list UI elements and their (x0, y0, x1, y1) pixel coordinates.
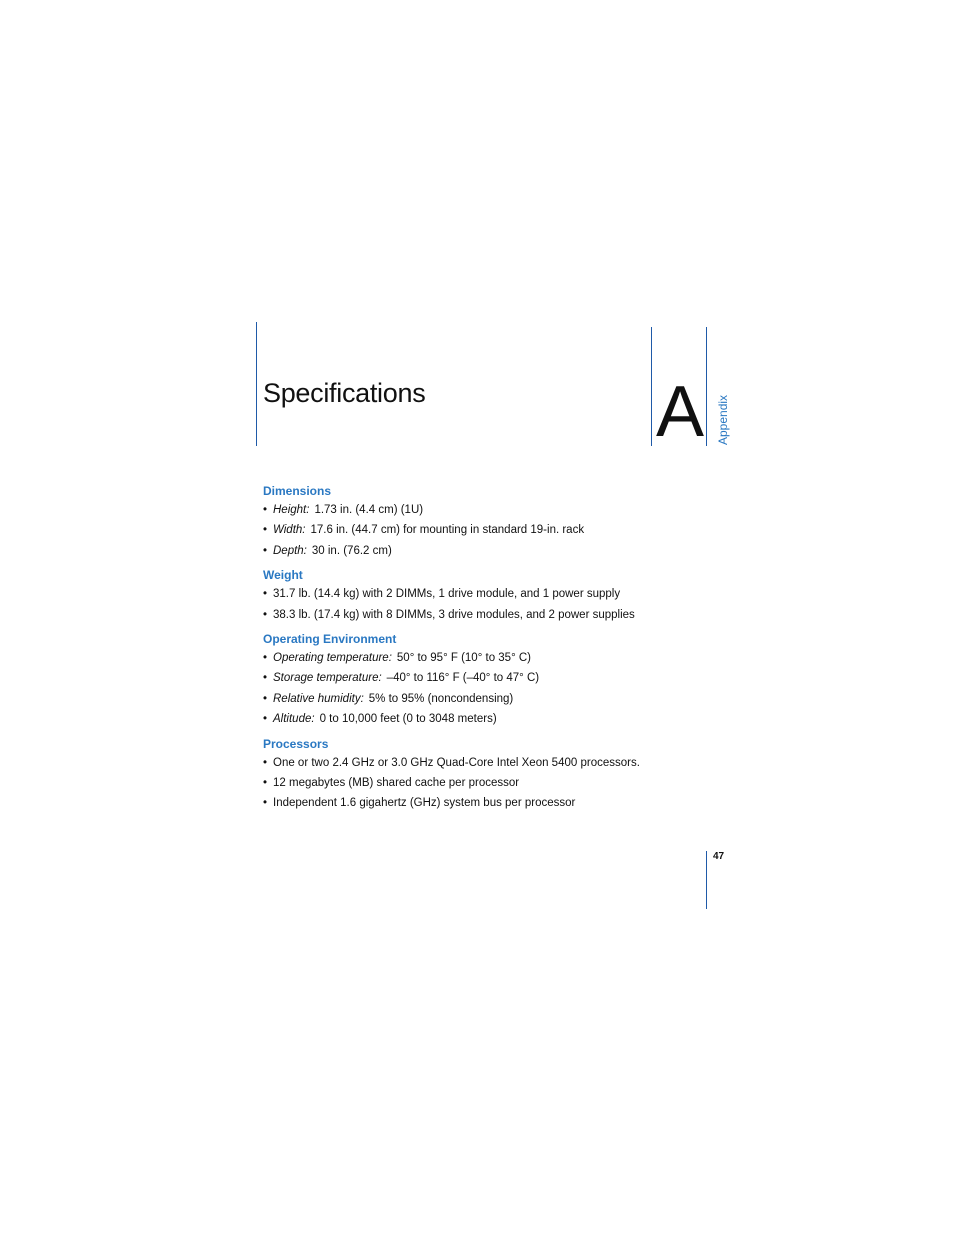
section-heading: Processors (263, 736, 329, 751)
bullet-icon: • (263, 692, 268, 705)
chapter-rule-letter-left (651, 327, 652, 446)
spec-value: 31.7 lb. (14.4 kg) with 2 DIMMs, 1 drive module, and 1 power supply (273, 588, 621, 601)
bullet-icon: • (263, 713, 268, 726)
spec-item (263, 605, 683, 625)
bullet-icon: • (263, 797, 268, 810)
specifications-content (263, 482, 683, 819)
spec-term: Height: (273, 504, 310, 516)
bullet-icon: • (263, 544, 268, 557)
spec-item (263, 648, 683, 668)
spec-item (263, 520, 683, 540)
spec-value: 50° to 95° F (10° to 35° C) (396, 651, 532, 664)
spec-term: Storage temperature: (273, 672, 382, 685)
spec-value: 12 megabytes (MB) shared cache per processor (273, 776, 520, 789)
spec-value: –40° to 116° F (–40° to 47° C) (386, 672, 540, 685)
spec-item (263, 584, 683, 604)
section-heading: Weight (263, 568, 303, 583)
spec-value: 30 in. (76.2 cm) (311, 544, 392, 557)
spec-value: 17.6 in. (44.7 cm) for mounting in standard 19-in. rack (310, 524, 585, 537)
bullet-icon: • (263, 524, 268, 537)
bullet-icon: • (263, 608, 268, 621)
bullet-icon: • (263, 588, 268, 601)
spec-list (263, 584, 683, 625)
spec-value: 5% to 95% (noncondensing) (368, 692, 514, 705)
spec-value: Independent 1.6 gigahertz (GHz) system bus per processor (273, 797, 576, 810)
spec-term: Relative humidity: (273, 692, 364, 705)
spec-item (263, 541, 683, 561)
spec-value: 38.3 lb. (17.4 kg) with 8 DIMMs, 3 drive modules, and 2 power supplies (273, 608, 635, 621)
spec-list (263, 648, 683, 730)
spec-term: Operating temperature: (273, 651, 392, 664)
spec-item (263, 709, 683, 729)
bullet-icon: • (263, 504, 268, 516)
spec-value: One or two 2.4 GHz or 3.0 GHz Quad-Core Intel Xeon 5400 processors. (273, 756, 640, 769)
appendix-letter: A (656, 372, 705, 452)
chapter-rule-letter-right (706, 327, 707, 446)
spec-term: Altitude: (273, 713, 315, 726)
spec-item (263, 500, 683, 520)
spec-item (263, 773, 683, 793)
spec-item (263, 793, 683, 813)
page-number-rule (706, 851, 707, 909)
bullet-icon: • (263, 756, 268, 769)
bullet-icon: • (263, 672, 268, 685)
spec-value: 1.73 in. (4.4 cm) (1U) (314, 504, 424, 516)
spec-item (263, 753, 683, 773)
spec-item (263, 668, 683, 688)
appendix-label: Appendix (716, 394, 730, 445)
section-heading: Dimensions (263, 484, 332, 498)
bullet-icon: • (263, 651, 268, 664)
page-number: 47 (713, 851, 725, 862)
bullet-icon: • (263, 776, 268, 789)
spec-list (263, 500, 683, 561)
spec-term: Depth: (273, 544, 307, 557)
chapter-title: Specifications (263, 378, 426, 408)
chapter-rule-left (256, 322, 257, 446)
section-heading: Operating Environment (263, 631, 397, 646)
spec-list (263, 753, 683, 814)
spec-item (263, 689, 683, 709)
spec-value: 0 to 10,000 feet (0 to 3048 meters) (319, 713, 497, 726)
spec-term: Width: (273, 524, 306, 537)
